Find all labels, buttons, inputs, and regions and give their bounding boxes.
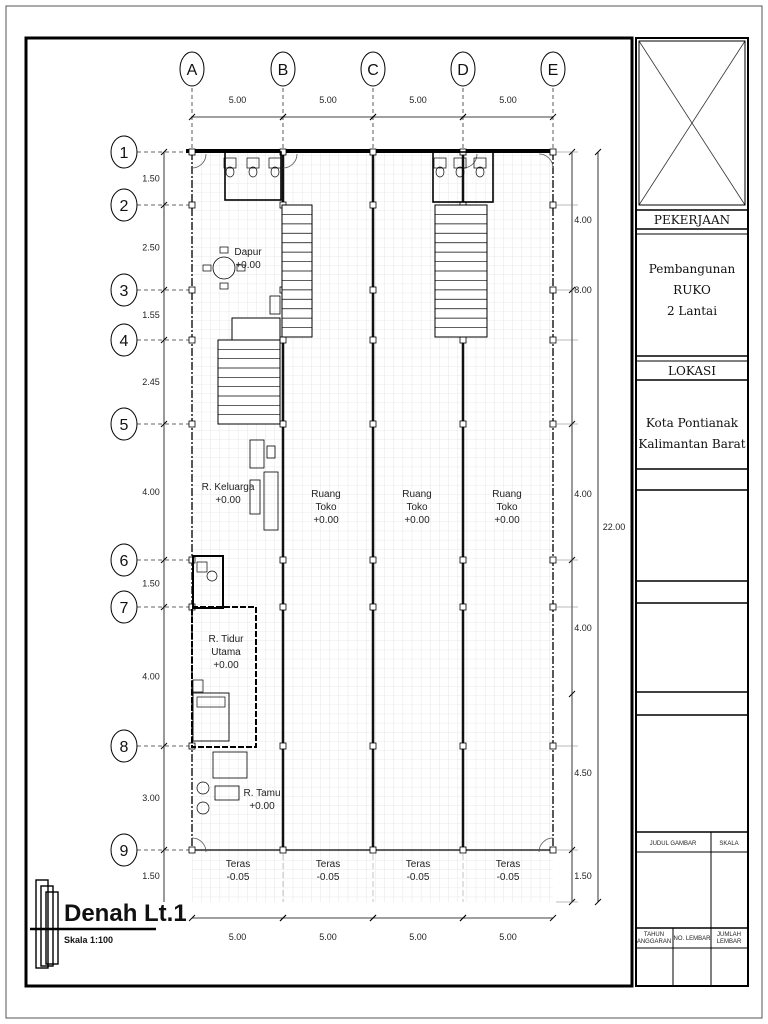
dimension-label: 1.50 <box>142 578 160 589</box>
column-marker <box>550 421 556 427</box>
dimension-label: 5.00 <box>499 932 517 942</box>
dimension-label: 5.00 <box>319 932 337 942</box>
room-level: +0.00 <box>235 260 261 271</box>
drawing-title: Denah Lt.1 <box>64 900 187 927</box>
room-name: Dapur <box>234 247 262 258</box>
column-marker <box>370 421 376 427</box>
column-marker <box>189 287 195 293</box>
room-level: +0.00 <box>215 495 241 506</box>
grid-bubble-label: 5 <box>119 417 129 434</box>
grid-bubble-label: 9 <box>119 843 129 860</box>
dimension-label: 4.50 <box>574 768 592 778</box>
grid-bubble-label: A <box>186 62 198 79</box>
column-marker <box>280 421 286 427</box>
room-name: R. Keluarga <box>201 482 255 493</box>
column-marker <box>370 847 376 853</box>
room-level: +0.00 <box>404 515 430 526</box>
room-level: +0.00 <box>494 515 520 526</box>
drawing-title-block <box>30 880 187 968</box>
tahun-anggaran-label: TAHUN <box>643 932 665 938</box>
title-block <box>636 38 748 986</box>
stair-flight <box>218 340 280 424</box>
dimension-label: 22.00 <box>602 522 626 532</box>
grid-bubble-label: 1 <box>119 145 129 162</box>
column-marker <box>370 743 376 749</box>
dimension-label: 5.00 <box>409 95 427 105</box>
column-marker <box>280 847 286 853</box>
column-marker <box>189 337 195 343</box>
column-marker <box>550 743 556 749</box>
dimension-label: 4.00 <box>142 487 160 497</box>
skala-label: SKALA <box>719 841 739 847</box>
room-name: Teras <box>225 859 251 870</box>
room-name: R. Tamu <box>243 788 281 799</box>
lokasi-line: Kota Pontianak <box>645 416 739 430</box>
column-marker <box>460 743 466 749</box>
lokasi-header: LOKASI <box>668 364 716 378</box>
grid-bubble-label: 6 <box>119 553 129 570</box>
column-marker <box>189 149 195 155</box>
pekerjaan-line: 2 Lantai <box>666 304 718 318</box>
column-marker <box>550 149 556 155</box>
room-level: -0.05 <box>226 872 250 883</box>
column-marker <box>370 604 376 610</box>
lokasi-line: Kalimantan Barat <box>638 437 746 451</box>
grid-bubble-label: 8 <box>119 739 129 756</box>
tahun-anggaran-label: ANGGARAN <box>636 939 672 945</box>
dimension-label: 1.50 <box>142 173 160 184</box>
grid-bubble-label: C <box>367 62 379 79</box>
dimension-label: 5.00 <box>228 95 247 105</box>
grid-bubble-label: B <box>277 62 289 79</box>
column-marker <box>189 847 195 853</box>
room-name: Ruang <box>402 489 432 500</box>
room-level: -0.05 <box>496 872 520 883</box>
dimension-label: 2.45 <box>142 377 160 387</box>
dimension-label: 4.00 <box>574 215 592 225</box>
grid-bubble-label: 4 <box>119 333 129 350</box>
dimension-label: 3.00 <box>142 793 160 803</box>
room-level: -0.05 <box>316 872 340 883</box>
column-marker <box>370 337 376 343</box>
room-name: Toko <box>406 502 428 513</box>
room-name: Teras <box>405 859 431 870</box>
room-name: R. Tidur <box>208 634 244 645</box>
column-marker <box>550 202 556 208</box>
grid-bubble-label: 2 <box>119 198 129 215</box>
column-marker <box>550 557 556 563</box>
column-marker <box>550 287 556 293</box>
dimension-label: 4.00 <box>574 489 592 499</box>
room-name: Teras <box>315 859 341 870</box>
grid-bubble-label: D <box>457 62 469 79</box>
room-name: Toko <box>315 502 337 513</box>
column-marker <box>460 604 466 610</box>
room-name: Utama <box>211 647 241 658</box>
column-marker <box>460 337 466 343</box>
grid-bubble-label: E <box>547 62 559 79</box>
column-marker <box>550 604 556 610</box>
room-name: Ruang <box>311 489 341 500</box>
column-marker <box>370 149 376 155</box>
dimension-label: 1.50 <box>142 871 160 881</box>
dimension-label: 2.50 <box>142 242 160 253</box>
jumlah-lembar-label: JUMLAH <box>716 932 742 938</box>
title-mark <box>41 886 53 966</box>
room-level: +0.00 <box>213 660 239 671</box>
column-marker <box>280 743 286 749</box>
column-marker <box>189 202 195 208</box>
dimension-label: 1.50 <box>574 871 592 881</box>
column-marker <box>460 847 466 853</box>
dimension-label: 5.00 <box>228 932 247 942</box>
room-level: +0.00 <box>313 515 339 526</box>
drawing-scale: Skala 1:100 <box>64 935 114 945</box>
room-level: +0.00 <box>249 801 275 812</box>
dimension-label: 5.00 <box>409 932 427 942</box>
column-marker <box>370 557 376 563</box>
pekerjaan-header: PEKERJAAN <box>653 213 731 227</box>
column-marker <box>189 421 195 427</box>
pekerjaan-line: RUKO <box>673 283 711 297</box>
dimension-label: 4.00 <box>574 623 592 633</box>
room-level: -0.05 <box>406 872 430 883</box>
room-name: Toko <box>496 502 518 513</box>
grid-bubble-label: 7 <box>119 600 129 617</box>
stair-landing <box>232 318 280 340</box>
dimension-label: 8.00 <box>574 285 592 295</box>
dimension-label: 1.55 <box>142 310 160 320</box>
column-marker <box>370 287 376 293</box>
room-name: Ruang <box>492 489 522 500</box>
column-marker <box>550 337 556 343</box>
judul-gambar-label: JUDUL GAMBAR <box>649 841 697 847</box>
no-lembar-label: NO. LEMBAR <box>673 936 711 942</box>
dimension-label: 5.00 <box>499 95 517 105</box>
column-marker <box>550 847 556 853</box>
pekerjaan-line: Pembangunan <box>648 262 736 276</box>
column-marker <box>460 421 466 427</box>
column-marker <box>280 337 286 343</box>
dimension-label: 5.00 <box>319 95 337 105</box>
jumlah-lembar-label: LEMBAR <box>716 939 742 945</box>
room-name: Teras <box>495 859 521 870</box>
dimension-label: 4.00 <box>142 671 160 682</box>
column-marker <box>370 202 376 208</box>
column-marker <box>280 604 286 610</box>
grid-bubble-label: 3 <box>119 283 129 300</box>
column-marker <box>460 557 466 563</box>
column-marker <box>280 557 286 563</box>
